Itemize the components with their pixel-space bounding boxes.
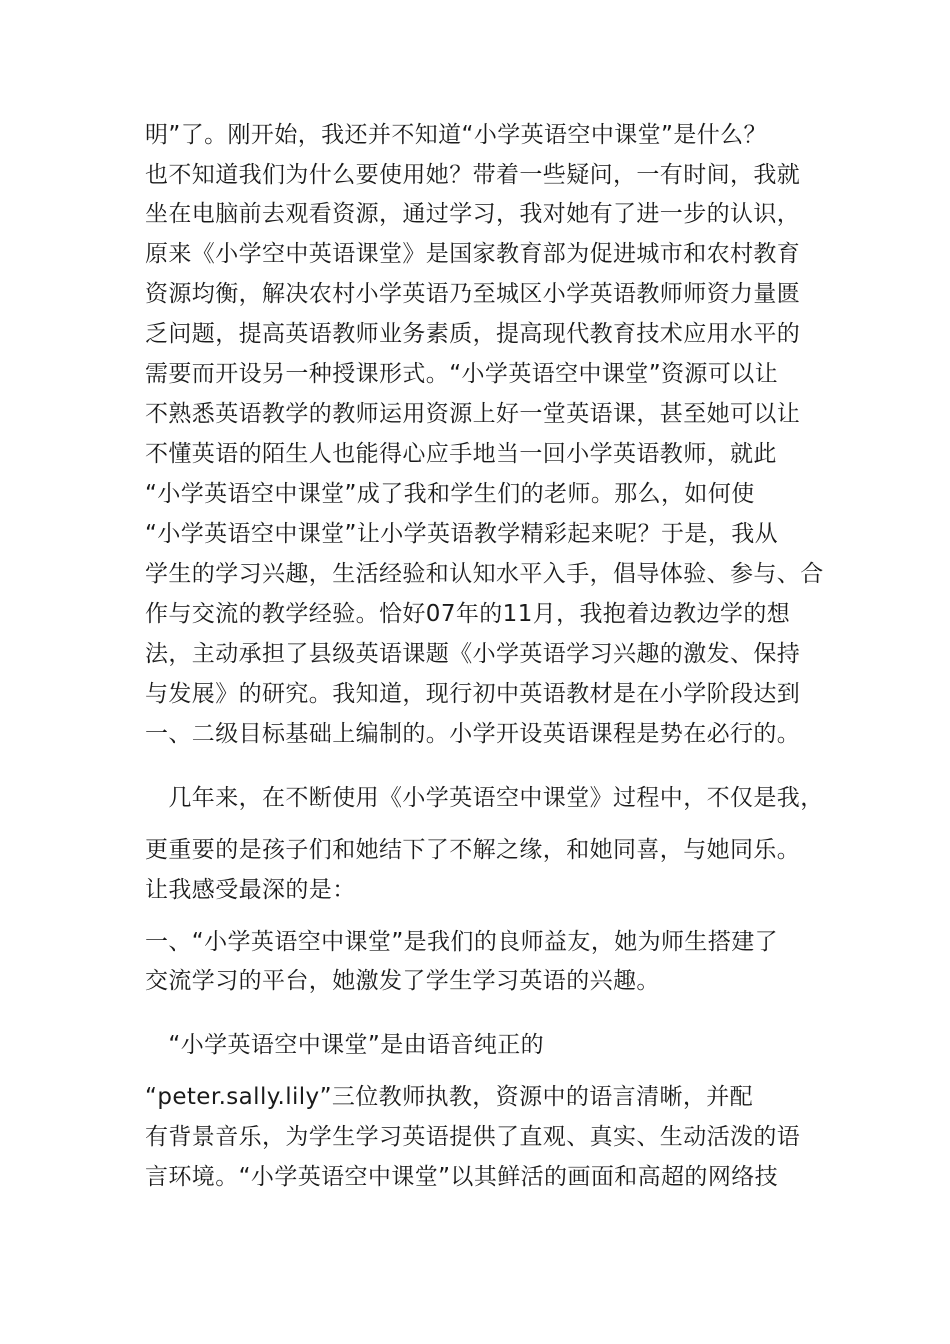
text-line: 一、二级目标基础上编制的。小学开设英语课程是势在必行的。	[145, 721, 801, 747]
text-line: “小学英语空中课堂”成了我和学生们的老师。那么，如何使	[145, 481, 755, 507]
text-line: 明”了。刚开始，我还并不知道“小学英语空中课堂”是什么？	[145, 122, 767, 148]
text-line: “peter.sally.lily”三位教师执教，资源中的语言清晰，并配	[145, 1084, 754, 1110]
text-line: 与发展》的研究。我知道，现行初中英语教材是在小学阶段达到	[145, 681, 801, 707]
text-line: 言环境。“小学英语空中课堂”以其鲜活的画面和高超的网络技	[145, 1164, 779, 1190]
text-line: 坐在电脑前去观看资源，通过学习，我对她有了进一步的认识，	[145, 201, 801, 227]
text-line: “小学英语空中课堂”是由语音纯正的	[145, 1032, 545, 1058]
text-line: 需要而开设另一种授课形式。“小学英语空中课堂”资源可以让	[145, 361, 779, 387]
text-line: 有背景音乐，为学生学习英语提供了直观、真实、生动活泼的语	[145, 1124, 801, 1150]
text-line: 乏问题，提高英语教师业务素质，提高现代教育技术应用水平的	[145, 321, 801, 347]
section-heading: 一、“小学英语空中课堂”是我们的良师益友，她为师生搭建了	[145, 929, 779, 955]
text-line: 几年来，在不断使用《小学英语空中课堂》过程中，不仅是我，	[145, 785, 824, 811]
text-line: 不熟悉英语教学的教师运用资源上好一堂英语课，甚至她可以让	[145, 401, 801, 427]
text-line: 法，主动承担了县级英语课题《小学英语学习兴趣的激发、保持	[145, 641, 801, 667]
text-line: 学生的学习兴趣，生活经验和认知水平入手，倡导体验、参与、合	[145, 561, 824, 587]
text-line: 也不知道我们为什么要使用她？带着一些疑问，一有时间，我就	[145, 162, 801, 188]
text-line: 交流学习的平台，她激发了学生学习英语的兴趣。	[145, 968, 660, 994]
text-line: 作与交流的教学经验。恰好07年的11月，我抱着边教边学的想	[145, 601, 791, 627]
text-line: 更重要的是孩子们和她结下了不解之缘，和她同喜，与她同乐。	[145, 837, 801, 863]
text-line: “小学英语空中课堂”让小学英语教学精彩起来呢？于是，我从	[145, 521, 779, 547]
text-line: 让我感受最深的是：	[145, 877, 356, 903]
text-line: 资源均衡，解决农村小学英语乃至城区小学英语教师师资力量匮	[145, 281, 801, 307]
text-line: 不懂英语的陌生人也能得心应手地当一回小学英语教师，就此	[145, 441, 777, 467]
text-line: 原来《小学空中英语课堂》是国家教育部为促进城市和农村教育	[145, 241, 801, 267]
